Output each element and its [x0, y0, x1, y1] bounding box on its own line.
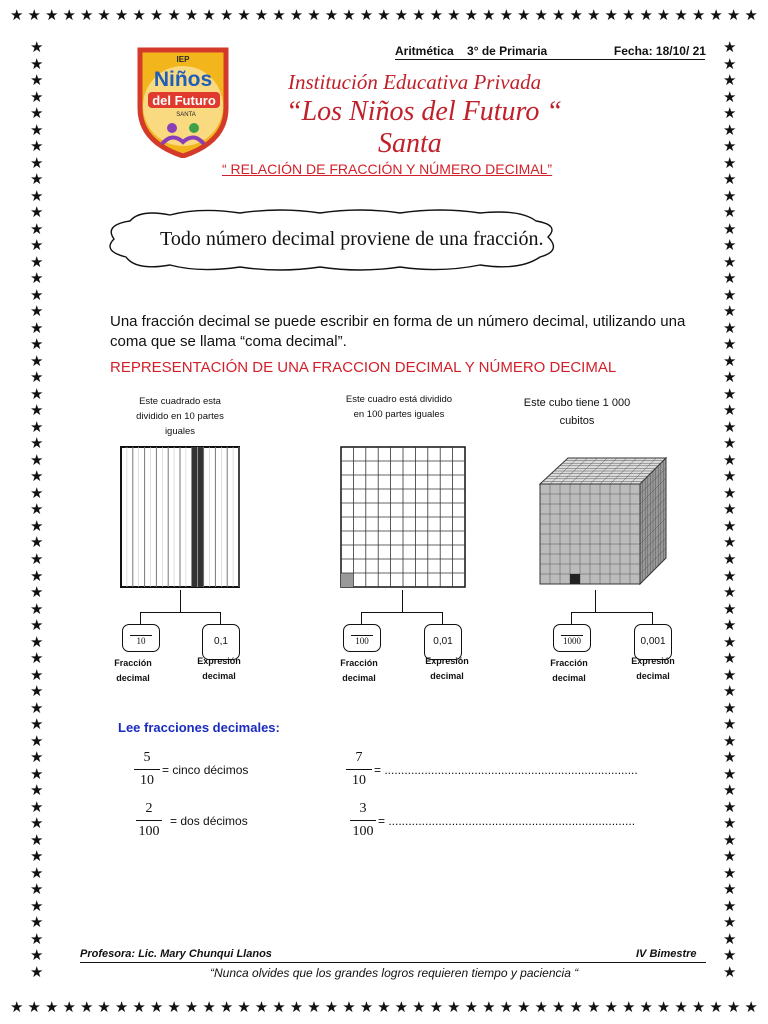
label-decimal: Expresión decimal [197, 656, 241, 681]
star-icon: ★ [30, 38, 44, 56]
fraction-reading: = dos décimos [170, 813, 248, 828]
star-icon: ★ [723, 863, 737, 882]
cloud-text: Todo número decimal proviene de una fracción. [160, 228, 544, 250]
caption-thousandths: Este cubo tiene 1 000 cubitos [523, 397, 631, 427]
star-icon: ★ [132, 6, 146, 24]
star-icon: ★ [639, 998, 653, 1016]
star-icon: ★ [744, 6, 758, 24]
star-icon: ★ [219, 6, 234, 24]
logo-line2: del Futuro [152, 93, 216, 108]
star-border-right [723, 40, 736, 980]
tree-branch [571, 612, 652, 613]
fraction-numerator: 5 [143, 750, 151, 765]
star-icon: ★ [30, 252, 44, 271]
star-icon: ★ [723, 434, 737, 453]
grade: 3° de Primaria [467, 44, 548, 58]
star-icon: ★ [30, 104, 44, 123]
star-icon: ★ [723, 54, 737, 73]
star-icon: ★ [30, 450, 44, 469]
star-icon: ★ [342, 6, 356, 24]
star-icon: ★ [30, 929, 44, 948]
star-icon: ★ [723, 219, 737, 238]
caption-tenths: Este cuadrado esta dividido en 10 partes iguales [136, 396, 224, 437]
star-icon: ★ [447, 6, 461, 24]
star-icon: ★ [30, 335, 44, 354]
star-icon: ★ [30, 797, 44, 816]
star-icon: ★ [723, 962, 737, 981]
star-icon: ★ [167, 6, 181, 24]
star-icon: ★ [30, 814, 44, 833]
star-icon: ★ [723, 368, 737, 387]
star-icon: ★ [709, 998, 723, 1016]
subject: Aritmética [395, 44, 454, 58]
label-fraction: Fracción decimal [114, 658, 152, 683]
star-icon: ★ [30, 731, 44, 750]
star-icon: ★ [723, 120, 737, 139]
star-icon: ★ [723, 104, 737, 123]
star-icon: ★ [30, 599, 44, 618]
label-decimal: Expresión decimal [425, 656, 469, 681]
star-border-bottom [10, 1000, 758, 1015]
institution-type: Institución Educativa Privada [288, 70, 542, 94]
star-icon: ★ [569, 6, 583, 24]
star-icon: ★ [674, 998, 688, 1016]
star-icon: ★ [30, 285, 44, 304]
star-icon: ★ [723, 516, 737, 535]
star-icon: ★ [744, 998, 758, 1016]
star-icon: ★ [10, 6, 24, 24]
star-icon: ★ [534, 6, 548, 24]
star-icon: ★ [30, 417, 44, 436]
decimal-box: 0,01 [424, 624, 462, 660]
fraction-answer-blank[interactable]: = .......................................................................... [378, 813, 636, 828]
star-icon: ★ [604, 6, 618, 24]
star-icon: ★ [723, 764, 737, 783]
star-icon: ★ [30, 566, 44, 585]
star-icon: ★ [149, 6, 164, 24]
star-icon: ★ [723, 731, 737, 750]
star-icon: ★ [30, 434, 44, 453]
star-icon: ★ [723, 417, 737, 436]
star-icon: ★ [723, 87, 737, 106]
fraction-box [553, 624, 591, 652]
star-icon: ★ [723, 351, 737, 370]
star-icon: ★ [30, 516, 44, 535]
star-icon: ★ [10, 998, 24, 1016]
tree-leg [442, 612, 443, 624]
star-icon: ★ [79, 998, 94, 1016]
star-icon: ★ [30, 137, 44, 156]
tree-branch [140, 612, 220, 613]
star-icon: ★ [289, 6, 304, 24]
label-fraction: Fracción decimal [550, 658, 588, 683]
tree-stem [180, 590, 181, 612]
fraction-denominator: 10 [140, 773, 154, 788]
star-icon: ★ [394, 998, 409, 1016]
star-icon: ★ [149, 998, 164, 1016]
star-icon: ★ [723, 715, 737, 734]
star-icon: ★ [30, 665, 44, 684]
star-icon: ★ [723, 880, 737, 899]
star-icon: ★ [79, 6, 94, 24]
star-icon: ★ [723, 946, 737, 965]
star-icon: ★ [723, 682, 737, 701]
star-icon: ★ [482, 998, 496, 1016]
star-icon: ★ [237, 6, 251, 24]
tenths-square [120, 446, 240, 593]
star-icon: ★ [272, 6, 286, 24]
star-icon: ★ [30, 236, 44, 255]
star-icon: ★ [586, 6, 601, 24]
logo-line3: SANTA [176, 112, 196, 118]
star-icon: ★ [30, 847, 44, 866]
tree-branch [361, 612, 442, 613]
exercise-item-4 [350, 801, 635, 840]
star-icon: ★ [132, 998, 146, 1016]
star-icon: ★ [412, 6, 426, 24]
star-icon: ★ [307, 6, 321, 24]
fraction-box-denominator: 100 [355, 636, 369, 646]
exercise-item-3 [136, 801, 248, 840]
footer-term: IV Bimestre [636, 948, 697, 960]
star-icon: ★ [723, 830, 737, 849]
star-icon: ★ [237, 998, 251, 1016]
star-icon: ★ [621, 998, 636, 1016]
star-icon: ★ [62, 6, 76, 24]
decimal-box: 0,001 [634, 624, 672, 660]
star-icon: ★ [30, 384, 44, 403]
star-icon: ★ [723, 252, 737, 271]
hundredths-grid [340, 446, 466, 593]
star-icon: ★ [517, 998, 531, 1016]
header-line [395, 44, 706, 58]
logo-iep: IEP [176, 55, 190, 64]
star-icon: ★ [723, 401, 737, 420]
star-icon: ★ [30, 715, 44, 734]
star-icon: ★ [30, 186, 44, 205]
star-icon: ★ [324, 998, 339, 1016]
star-icon: ★ [723, 549, 737, 568]
star-icon: ★ [394, 6, 409, 24]
star-icon: ★ [30, 533, 44, 552]
star-icon: ★ [723, 698, 737, 717]
star-icon: ★ [30, 368, 44, 387]
star-icon: ★ [359, 998, 374, 1016]
star-icon: ★ [114, 6, 129, 24]
star-icon: ★ [30, 649, 44, 668]
star-icon: ★ [723, 781, 737, 800]
star-icon: ★ [723, 599, 737, 618]
star-icon: ★ [307, 998, 321, 1016]
star-icon: ★ [202, 998, 216, 1016]
star-icon: ★ [723, 186, 737, 205]
fraction-denominator: 100 [352, 824, 374, 839]
star-icon: ★ [377, 6, 391, 24]
exercise-heading: Lee fracciones decimales: [118, 720, 280, 735]
star-icon: ★ [44, 6, 59, 24]
header-underline [395, 59, 705, 60]
tree-leg [571, 612, 572, 624]
star-icon: ★ [184, 998, 199, 1016]
star-icon: ★ [552, 998, 566, 1016]
star-icon: ★ [723, 153, 737, 172]
logo-line1: Niños [153, 68, 213, 91]
label-fraction: Fracción decimal [340, 658, 378, 683]
star-icon: ★ [272, 998, 286, 1016]
star-icon: ★ [30, 318, 44, 337]
star-icon: ★ [723, 335, 737, 354]
star-icon: ★ [30, 682, 44, 701]
date: Fecha: 18/10/ 21 [613, 44, 706, 58]
caption-hundredths: Este cuadro está dividido en 100 partes iguales [345, 394, 453, 420]
star-icon: ★ [359, 6, 374, 24]
star-icon: ★ [723, 302, 737, 321]
star-border-top [10, 8, 758, 23]
star-icon: ★ [62, 998, 76, 1016]
star-icon: ★ [30, 913, 44, 932]
star-icon: ★ [97, 998, 111, 1016]
star-icon: ★ [723, 500, 737, 519]
star-icon: ★ [30, 269, 44, 288]
star-icon: ★ [726, 998, 741, 1016]
star-icon: ★ [30, 87, 44, 106]
fraction-numerator: 3 [359, 801, 367, 816]
star-icon: ★ [30, 483, 44, 502]
star-icon: ★ [723, 236, 737, 255]
star-icon: ★ [482, 6, 496, 24]
exercise-item-1 [134, 750, 248, 789]
star-icon: ★ [30, 863, 44, 882]
star-icon: ★ [30, 632, 44, 651]
star-icon: ★ [30, 698, 44, 717]
star-icon: ★ [167, 998, 181, 1016]
star-icon: ★ [254, 6, 269, 24]
star-border-left [30, 40, 43, 980]
star-icon: ★ [30, 170, 44, 189]
star-icon: ★ [30, 500, 44, 519]
fraction-denominator: 10 [352, 773, 366, 788]
star-icon: ★ [604, 998, 618, 1016]
star-icon: ★ [44, 998, 59, 1016]
star-icon: ★ [723, 665, 737, 684]
star-icon: ★ [30, 764, 44, 783]
star-icon: ★ [517, 6, 531, 24]
star-icon: ★ [723, 71, 737, 90]
star-icon: ★ [723, 896, 737, 915]
star-icon: ★ [499, 6, 514, 24]
star-icon: ★ [114, 998, 129, 1016]
star-icon: ★ [324, 6, 339, 24]
fraction-denominator: 100 [138, 824, 160, 839]
star-icon: ★ [184, 6, 199, 24]
star-icon: ★ [726, 6, 741, 24]
star-icon: ★ [691, 998, 706, 1016]
star-icon: ★ [723, 170, 737, 189]
star-icon: ★ [723, 583, 737, 602]
tree-leg [361, 612, 362, 624]
star-icon: ★ [723, 285, 737, 304]
star-icon: ★ [723, 450, 737, 469]
star-icon: ★ [219, 998, 234, 1016]
star-icon: ★ [30, 748, 44, 767]
star-icon: ★ [552, 6, 566, 24]
star-icon: ★ [723, 847, 737, 866]
star-icon: ★ [621, 6, 636, 24]
tree-leg [140, 612, 141, 624]
intro-paragraph: Una fracción decimal se puede escribir en forma de un número decimal, utilizando una coma que se llama “coma decimal”. [110, 313, 686, 350]
institution-city: Santa [378, 128, 442, 159]
star-icon: ★ [656, 998, 671, 1016]
star-icon: ★ [30, 946, 44, 965]
star-icon: ★ [723, 632, 737, 651]
footer-rule [80, 962, 706, 963]
fraction-numerator: 2 [145, 801, 153, 816]
star-icon: ★ [30, 401, 44, 420]
star-icon: ★ [27, 6, 41, 24]
star-icon: ★ [254, 998, 269, 1016]
tree-stem [402, 590, 403, 612]
star-icon: ★ [289, 998, 304, 1016]
star-icon: ★ [723, 913, 737, 932]
star-icon: ★ [30, 880, 44, 899]
star-icon: ★ [30, 781, 44, 800]
shaded-cubito [570, 574, 580, 584]
star-icon: ★ [723, 467, 737, 486]
star-icon: ★ [464, 6, 479, 24]
star-icon: ★ [412, 998, 426, 1016]
star-icon: ★ [709, 6, 723, 24]
star-icon: ★ [723, 318, 737, 337]
school-logo [98, 46, 273, 158]
star-icon: ★ [723, 566, 737, 585]
star-icon: ★ [723, 748, 737, 767]
thousandths-cube [538, 456, 668, 593]
star-icon: ★ [723, 137, 737, 156]
star-icon: ★ [586, 998, 601, 1016]
star-icon: ★ [723, 797, 737, 816]
star-icon: ★ [723, 649, 737, 668]
star-icon: ★ [30, 549, 44, 568]
star-icon: ★ [674, 6, 688, 24]
star-icon: ★ [30, 583, 44, 602]
star-icon: ★ [30, 120, 44, 139]
star-icon: ★ [723, 616, 737, 635]
fraction-box [343, 624, 381, 652]
star-icon: ★ [723, 269, 737, 288]
star-icon: ★ [30, 962, 44, 981]
star-icon: ★ [377, 998, 391, 1016]
star-icon: ★ [723, 38, 737, 56]
star-icon: ★ [499, 998, 514, 1016]
fraction-answer-blank[interactable]: = ............................................................................ [374, 762, 638, 777]
star-icon: ★ [342, 998, 356, 1016]
star-icon: ★ [97, 6, 111, 24]
shaded-cell [341, 573, 353, 587]
footer-quote: “Nunca olvides que los grandes logros requieren tiempo y paciencia “ [210, 966, 579, 980]
star-icon: ★ [723, 929, 737, 948]
star-icon: ★ [723, 814, 737, 833]
star-icon: ★ [569, 998, 583, 1016]
fraction-box-denominator: 10 [136, 636, 146, 646]
star-icon: ★ [30, 302, 44, 321]
star-icon: ★ [30, 896, 44, 915]
star-icon: ★ [30, 153, 44, 172]
section-subtitle: REPRESENTACIÓN DE UNA FRACCION DECIMAL Y NÚMERO DECIMAL [110, 359, 617, 376]
institution-name: “Los Niños del Futuro “ [286, 96, 562, 127]
label-decimal: Expresión decimal [631, 656, 675, 681]
star-icon: ★ [691, 6, 706, 24]
tree-stem [595, 590, 596, 612]
tree-leg [652, 612, 653, 624]
star-icon: ★ [30, 467, 44, 486]
star-icon: ★ [30, 203, 44, 222]
star-icon: ★ [429, 6, 444, 24]
exercise-item-2 [346, 750, 638, 789]
star-icon: ★ [723, 384, 737, 403]
star-icon: ★ [30, 219, 44, 238]
fraction-numerator: 7 [355, 750, 363, 765]
star-icon: ★ [202, 6, 216, 24]
footer-teacher: Profesora: Lic. Mary Chunqui Llanos [80, 948, 272, 960]
star-icon: ★ [30, 830, 44, 849]
star-icon: ★ [464, 998, 479, 1016]
star-icon: ★ [30, 616, 44, 635]
star-icon: ★ [30, 54, 44, 73]
star-icon: ★ [429, 998, 444, 1016]
star-icon: ★ [723, 533, 737, 552]
decimal-box: 0,1 [202, 624, 240, 660]
page-title: “ RELACIÓN DE FRACCIÓN Y NÚMERO DECIMAL” [222, 161, 553, 177]
fraction-box-denominator: 1000 [563, 636, 581, 646]
fraction-reading: = cinco décimos [162, 762, 249, 777]
star-icon: ★ [723, 483, 737, 502]
star-icon: ★ [30, 71, 44, 90]
star-icon: ★ [723, 203, 737, 222]
star-icon: ★ [30, 351, 44, 370]
tree-leg [220, 612, 221, 624]
star-icon: ★ [656, 6, 671, 24]
star-icon: ★ [27, 998, 41, 1016]
star-icon: ★ [639, 6, 653, 24]
star-icon: ★ [447, 998, 461, 1016]
fraction-box [122, 624, 160, 652]
star-icon: ★ [534, 998, 548, 1016]
